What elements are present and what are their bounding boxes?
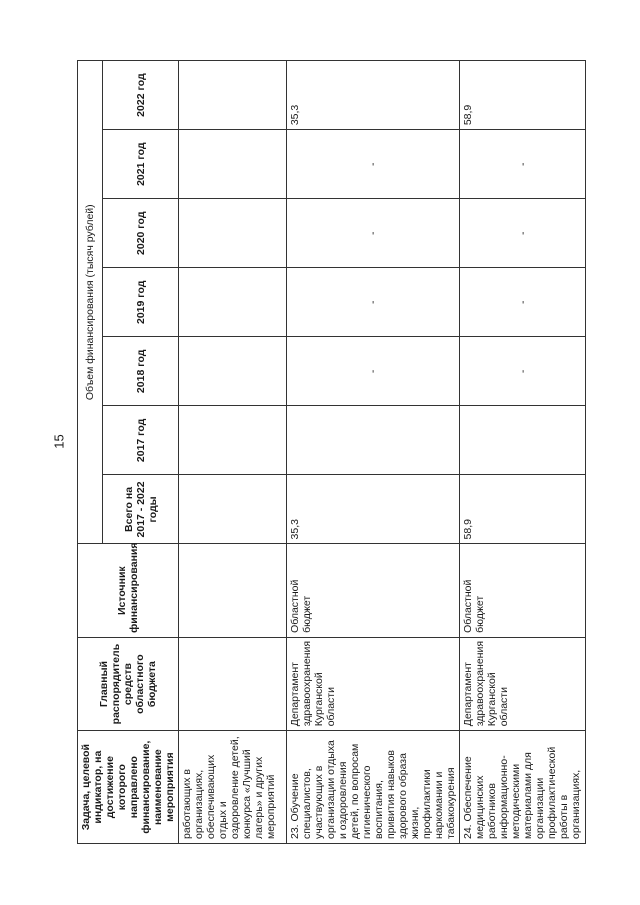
header-manager: Главный распорядитель средств областного бюджета	[78, 637, 179, 730]
cell-task: 23. Обучение специалистов, участвующих в организации отдыха и оздоровления детей, по вопросам гигиенического воспитания, привития навыков здорового образа жизни, профилактики наркомании и табакокурения	[287, 731, 460, 844]
header-source: Источник финансирования	[78, 544, 179, 637]
cell-2019: -	[460, 268, 586, 337]
cell-2017	[179, 406, 287, 475]
cell-2018	[179, 337, 287, 406]
cell-2020: -	[287, 199, 460, 268]
cell-task: 24. Обеспечение медицинских работников информационно-методическими материалами для организации профилактической работы в организациях,	[460, 731, 586, 844]
header-year-2017: 2017 год	[103, 406, 179, 475]
header-volume: Объем финансирования (тысяч рублей)	[78, 61, 103, 544]
cell-2021: -	[460, 130, 586, 199]
header-year-2021: 2021 год	[103, 130, 179, 199]
cell-task: работающих в организациях, обеспечивающих отдых и оздоровление детей, конкурса «Лучший лагерь» и других мероприятий	[179, 731, 287, 844]
header-total: Всего на 2017 - 2022 годы	[103, 475, 179, 544]
cell-2017	[287, 406, 460, 475]
cell-2019	[179, 268, 287, 337]
cell-2019: -	[287, 268, 460, 337]
header-year-2019: 2019 год	[103, 268, 179, 337]
header-year-2018: 2018 год	[103, 337, 179, 406]
cell-2020: -	[460, 199, 586, 268]
cell-2022: 58,9	[460, 61, 586, 130]
cell-2021	[179, 130, 287, 199]
header-year-2020: 2020 год	[103, 199, 179, 268]
header-year-2022: 2022 год	[103, 61, 179, 130]
cell-manager: Департамент здравоохранения Курганской области	[287, 637, 460, 730]
cell-manager: Департамент здравоохранения Курганской области	[460, 637, 586, 730]
cell-total	[179, 475, 287, 544]
rotated-table-container	[77, 60, 613, 844]
cell-source: Областной бюджет	[287, 544, 460, 637]
cell-source	[179, 544, 287, 637]
cell-2018: -	[287, 337, 460, 406]
table-row	[460, 61, 586, 844]
cell-2022	[179, 61, 287, 130]
cell-2017	[460, 406, 586, 475]
cell-manager	[179, 637, 287, 730]
cell-2018: -	[460, 337, 586, 406]
cell-2021: -	[287, 130, 460, 199]
cell-2020	[179, 199, 287, 268]
header-task: Задача, целевой индикатор, на достижение которого направлено финансирование, наименование мероприятия	[78, 731, 179, 844]
cell-total: 35,3	[287, 475, 460, 544]
table-row	[287, 61, 460, 844]
cell-source: Областной бюджет	[460, 544, 586, 637]
table-row	[179, 61, 287, 844]
cell-2022: 35,3	[287, 61, 460, 130]
page-number: 15	[51, 434, 67, 449]
cell-total: 58,9	[460, 475, 586, 544]
financing-table	[77, 60, 586, 844]
